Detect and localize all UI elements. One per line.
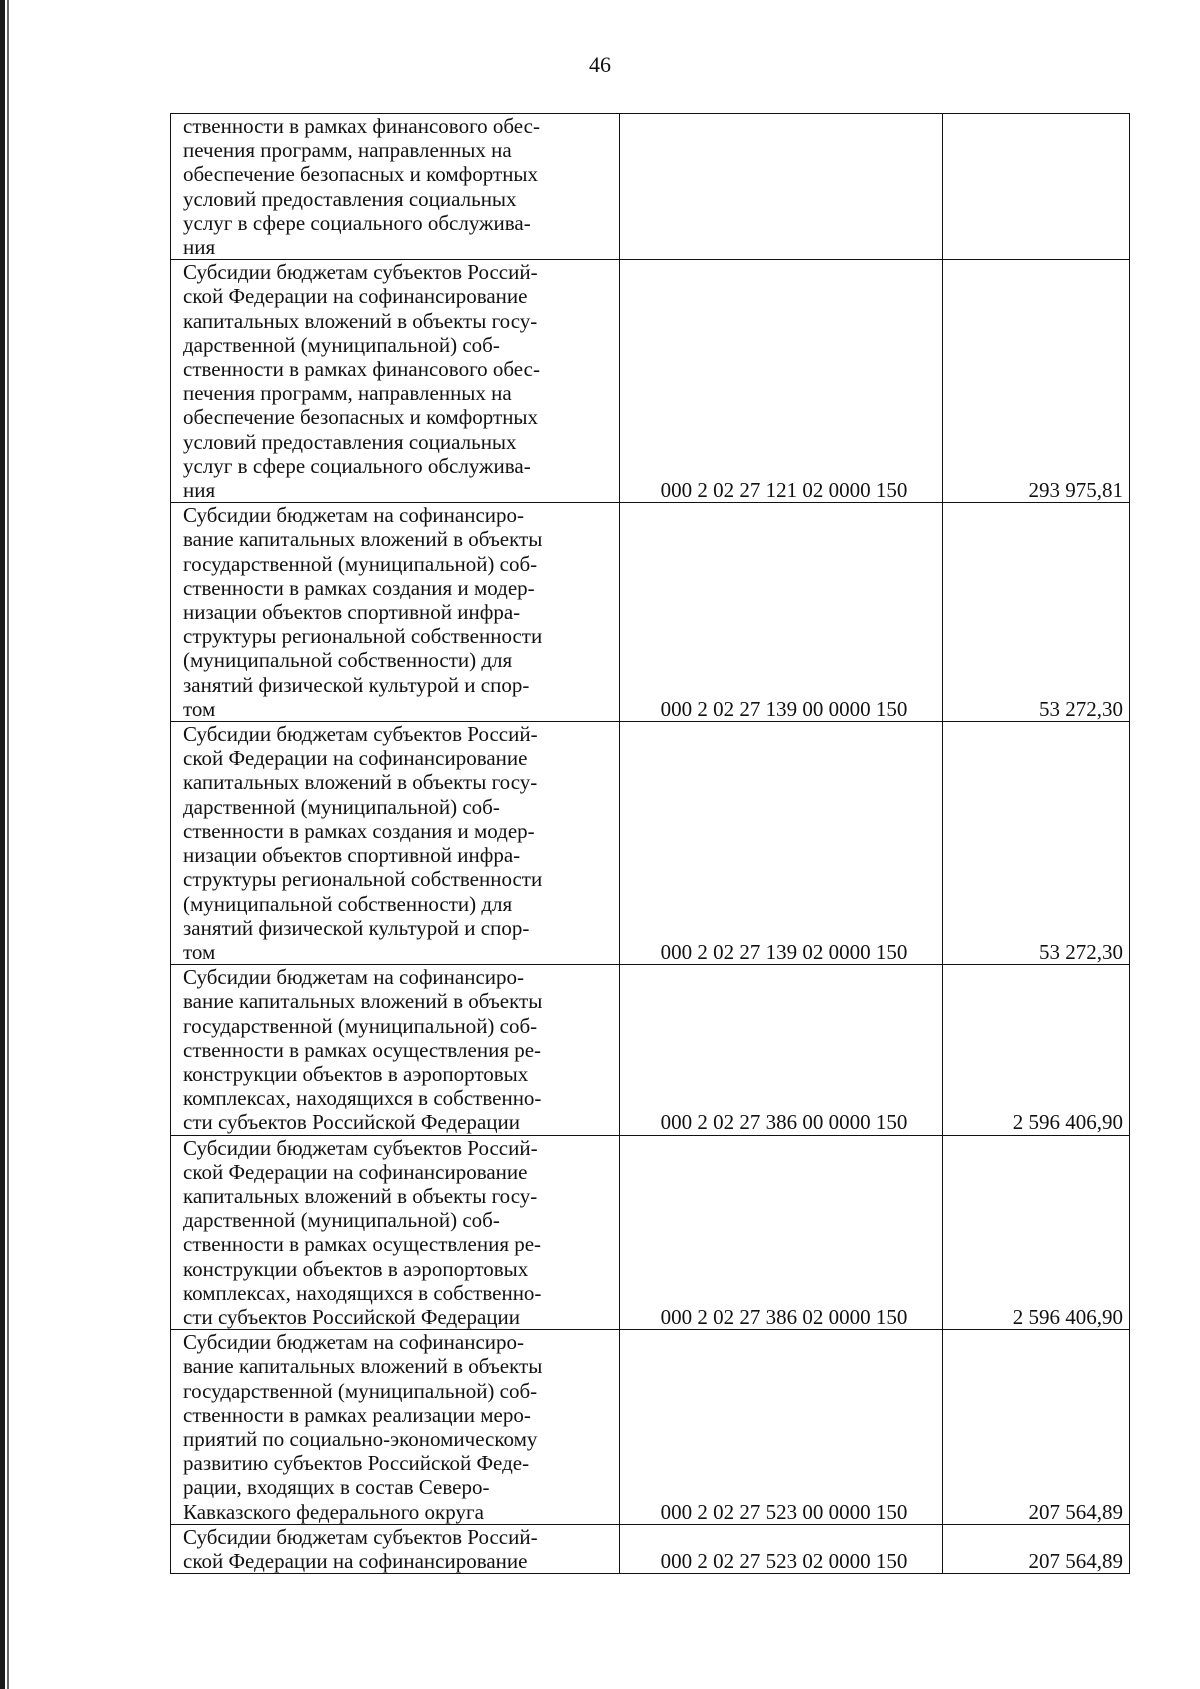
row-code: 000 2 02 27 386 02 0000 150 — [620, 1135, 943, 1330]
row-amount: 2 596 406,90 — [943, 1135, 1130, 1330]
table-row — [171, 1524, 1130, 1573]
table-row — [171, 722, 1130, 965]
row-amount: 293 975,81 — [943, 260, 1130, 503]
row-amount: 53 272,30 — [943, 503, 1130, 722]
table-row — [171, 1330, 1130, 1525]
scan-edge — [0, 0, 5, 1689]
row-description: Субсидии бюджетам на софинансиро- вание капитальных вложений в объекты государственной (муниципальной) соб- ственности в рамках осуществления ре- конструкции объектов в аэропортовых комплексах, находящихся в собственно- сти субъектов Российской Федерации — [171, 965, 620, 1135]
row-code: 000 2 02 27 523 00 0000 150 — [620, 1330, 943, 1525]
row-code: 000 2 02 27 121 02 0000 150 — [620, 260, 943, 503]
row-description: Субсидии бюджетам субъектов Россий- ской Федерации на софинансирование капитальных вложений в объекты госу- дарственной (муниципальной) соб- ственности в рамках создания и модер- низации объектов спортивной инфра- структуры региональной собственности (муниципальной собственности) для занятий физической культурой и спор- том — [171, 722, 620, 965]
row-code — [620, 114, 943, 260]
row-description: Субсидии бюджетам субъектов Россий- ской Федерации на софинансирование — [171, 1524, 620, 1573]
row-description: Субсидии бюджетам субъектов Россий- ской Федерации на софинансирование капитальных вложений в объекты госу- дарственной (муниципальной) соб- ственности в рамках осуществления ре- конструкции объектов в аэропортовых комплексах, находящихся в собственно- сти субъектов Российской Федерации — [171, 1135, 620, 1330]
row-description: Субсидии бюджетам субъектов Россий- ской Федерации на софинансирование капитальных вложений в объекты госу- дарственной (муниципальной) соб- ственности в рамках финансового обес- печения программ, направленных на обеспечение безопасных и комфортных условий предоставления социальных услуг в сфере социального обслужива- ния — [171, 260, 620, 503]
table-row — [171, 260, 1130, 503]
row-code: 000 2 02 27 139 02 0000 150 — [620, 722, 943, 965]
row-code: 000 2 02 27 523 02 0000 150 — [620, 1524, 943, 1573]
table-row — [171, 503, 1130, 722]
row-description: ственности в рамках финансового обес- печения программ, направленных на обеспечение безопасных и комфортных условий предоставления социальных услуг в сфере социального обслужива- ния — [171, 114, 620, 260]
budget-table — [170, 113, 1130, 1574]
row-amount: 2 596 406,90 — [943, 965, 1130, 1135]
table-row — [171, 1135, 1130, 1330]
row-amount: 207 564,89 — [943, 1524, 1130, 1573]
table-row — [171, 965, 1130, 1135]
row-amount: 53 272,30 — [943, 722, 1130, 965]
row-description: Субсидии бюджетам на софинансиро- вание капитальных вложений в объекты государственной (муниципальной) соб- ственности в рамках реализации меро- приятий по социально-экономическому развитию субъектов Российской Феде- рации, входящих в состав Северо- Кавказского федерального округа — [171, 1330, 620, 1525]
row-description: Субсидии бюджетам на софинансиро- вание капитальных вложений в объекты государственной (муниципальной) соб- ственности в рамках создания и модер- низации объектов спортивной инфра- структуры региональной собственности (муниципальной собственности) для занятий физической культурой и спор- том — [171, 503, 620, 722]
row-amount — [943, 114, 1130, 260]
row-code: 000 2 02 27 139 00 0000 150 — [620, 503, 943, 722]
page-number: 46 — [589, 52, 611, 77]
scan-edge-line — [7, 0, 9, 1689]
row-amount: 207 564,89 — [943, 1330, 1130, 1525]
table-row — [171, 114, 1130, 260]
row-code: 000 2 02 27 386 00 0000 150 — [620, 965, 943, 1135]
